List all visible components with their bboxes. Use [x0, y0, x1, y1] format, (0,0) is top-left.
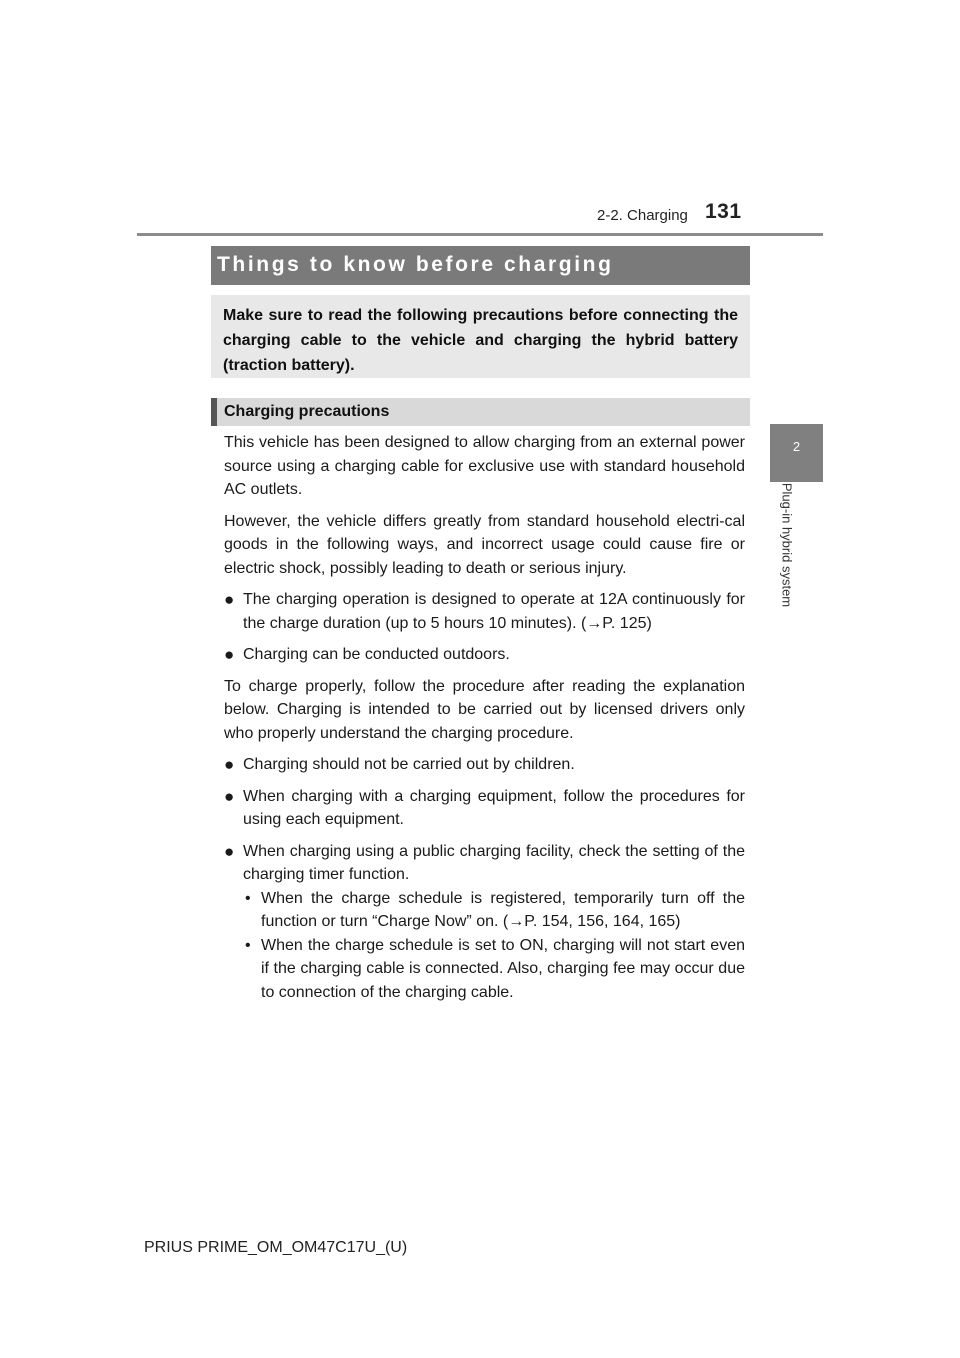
section-title: Things to know before charging — [217, 253, 614, 276]
chapter-tab — [770, 424, 823, 482]
sub-bullet-text: When the charge schedule is set to ON, charging will not start even if the charging cable is connected. Also, charging fee may occur due to connection of the charging cable. — [261, 936, 745, 1001]
bullet-text: When charging using a public charging facility, check the setting of the charging timer function. — [243, 842, 745, 883]
bullet-item — [224, 840, 745, 887]
bullet-item — [224, 643, 745, 667]
sub-bullet-mark: • — [245, 936, 251, 954]
chapter-number: 2 — [792, 439, 801, 454]
subheading-accent — [211, 398, 217, 426]
bullet-dot-icon: ● — [224, 786, 235, 806]
intro-text: Make sure to read the following precautions before connecting the charging cable to the vehicle and charging the hybrid battery (traction battery). — [223, 307, 738, 374]
header-rule — [137, 233, 823, 236]
paragraph: To charge properly, follow the procedure after reading the explanation below. Charging is intended to be carried out by licensed drivers only who properly understand the charging procedure. — [224, 677, 745, 742]
bullet-item — [224, 588, 745, 635]
sub-bullet-text: When the charge schedule is registered, temporarily turn off the function or turn “Charge Now” on. (→P. 154, 156, 164, 165) — [261, 889, 745, 930]
chapter-side-label-text: Plug-in hybrid system — [779, 482, 795, 608]
bullet-dot-icon: ● — [224, 590, 235, 609]
section-title-bar — [211, 246, 750, 285]
bullet-dot-icon: ● — [224, 645, 235, 664]
intro-box — [211, 295, 750, 378]
sub-bullet-item — [224, 934, 745, 1005]
subheading-bar — [211, 398, 750, 426]
bullet-text: Charging should not be carried out by children. — [243, 756, 575, 773]
paragraph: This vehicle has been designed to allow charging from an external power source using a charging cable for exclusive use with standard household AC outlets. — [224, 434, 745, 498]
bullet-item — [224, 785, 745, 832]
footer-document-code: PRIUS PRIME_OM_OM47C17U_(U) — [144, 1239, 408, 1256]
bullet-dot-icon: ● — [224, 755, 235, 774]
header-section-label: 2-2. Charging — [597, 207, 688, 224]
subheading-text: Charging precautions — [224, 403, 390, 420]
bullet-item — [224, 753, 745, 777]
bullet-dot-icon: ● — [224, 841, 235, 861]
bullet-text: When charging with a charging equipment, follow the procedures for using each equipment. — [243, 787, 745, 828]
body-content — [224, 431, 745, 1004]
sub-bullet-item — [224, 887, 745, 934]
bullet-text: The charging operation is designed to operate at 12A continuously for the charge duration (up to 5 hours 10 minutes). (→P. 125) — [243, 591, 745, 632]
page-number: 131 — [705, 200, 742, 223]
sub-bullet-mark: • — [245, 889, 251, 907]
bullet-text: Charging can be conducted outdoors. — [243, 646, 510, 663]
paragraph: However, the vehicle differs greatly from standard household electri-cal goods in the following ways, and incorrect usage could cause fire or electric shock, possibly leading to death or serious injury. — [224, 512, 745, 577]
